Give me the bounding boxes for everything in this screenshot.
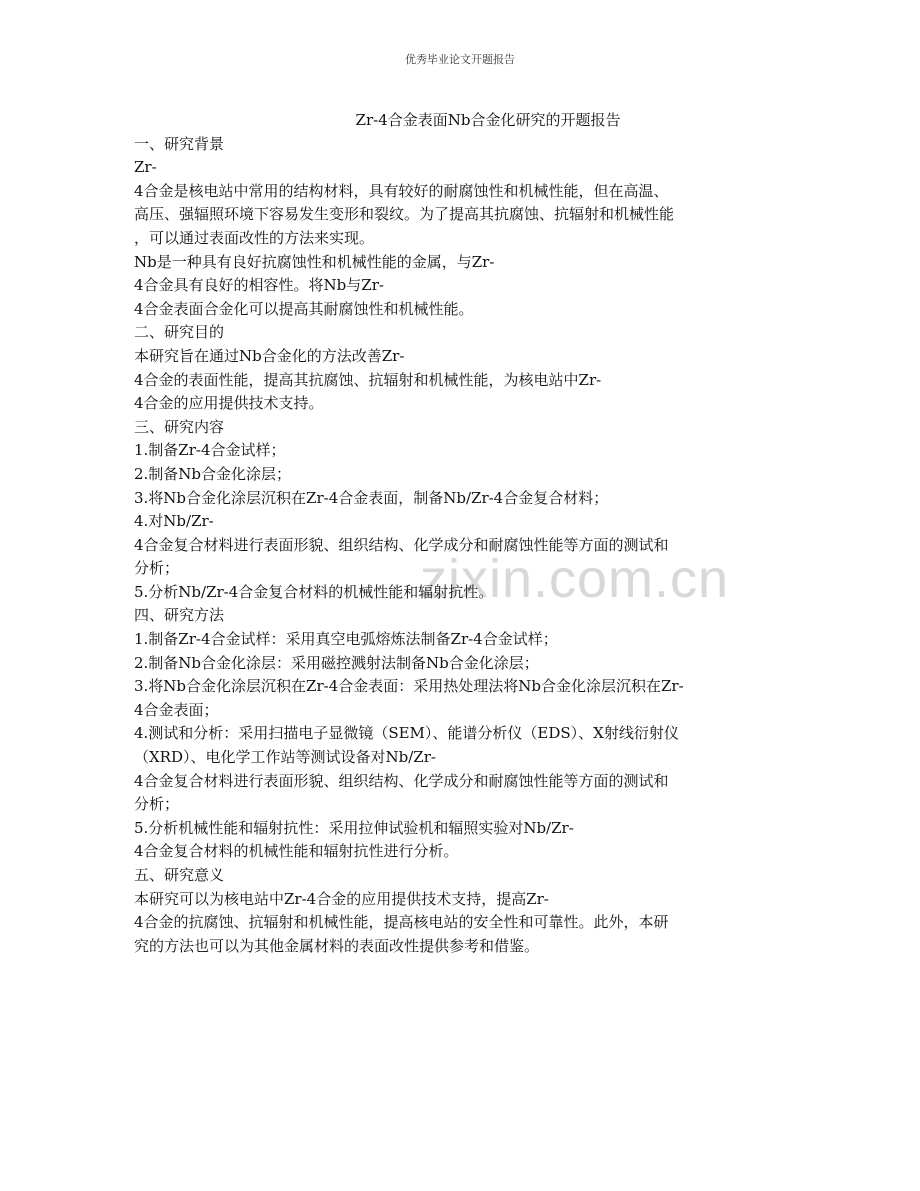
text-line: 一、研究背景 <box>134 134 225 153</box>
text-line: 4合金表面合金化可以提高其耐腐蚀性和机械性能。 <box>134 299 474 318</box>
text-line: 4.对Nb/Zr- <box>134 512 214 531</box>
text-line: 本研究旨在通过Nb合金化的方法改善Zr- <box>134 346 405 365</box>
text-line: 2.制备Nb合金化涂层：采用磁控溅射法制备Nb合金化涂层； <box>134 653 539 672</box>
text-line: 四、研究方法 <box>134 606 225 625</box>
document-text <box>134 133 794 959</box>
text-line: 本研究可以为核电站中Zr-4合金的应用提供技术支持，提高Zr- <box>134 889 549 908</box>
text-line: 究的方法也可以为其他金属材料的表面改性提供参考和借鉴。 <box>134 936 540 955</box>
text-line: 4合金的表面性能，提高其抗腐蚀、抗辐射和机械性能，为核电站中Zr- <box>134 370 602 389</box>
page-header: 优秀毕业论文开题报告 <box>405 53 515 66</box>
text-line: 3.将Nb合金化涂层沉积在Zr-4合金表面，制备Nb/Zr-4合金复合材料； <box>134 488 609 507</box>
text-line: 1.制备Zr-4合金试样； <box>134 441 286 460</box>
text-line: 4合金复合材料进行表面形貌、组织结构、化学成分和耐腐蚀性能等方面的测试和 <box>134 535 669 554</box>
document-title: Zr-4合金表面Nb合金化研究的开题报告 <box>355 111 621 129</box>
text-line: 4合金具有良好的相容性。将Nb与Zr- <box>134 276 384 295</box>
text-line: 4合金复合材料进行表面形貌、组织结构、化学成分和耐腐蚀性能等方面的测试和 <box>134 771 669 790</box>
text-line: 5.分析机械性能和辐射抗性：采用拉伸试验机和辐照实验对Nb/Zr- <box>134 818 574 837</box>
text-line: 3.将Nb合金化涂层沉积在Zr-4合金表面：采用热处理法将Nb合金化涂层沉积在Zr- <box>134 677 684 696</box>
text-line: 1.制备Zr-4合金试样：采用真空电弧熔炼法制备Zr-4合金试样； <box>134 630 558 649</box>
watermark: zixin.com.cn <box>420 549 730 609</box>
text-line: （XRD）、电化学工作站等测试设备对Nb/Zr- <box>134 748 436 767</box>
text-line: 二、研究目的 <box>134 323 225 342</box>
document-body <box>134 109 794 958</box>
text-line: 2.制备Nb合金化涂层； <box>134 464 292 483</box>
text-line: Nb是一种具有良好抗腐蚀性和机械性能的金属，与Zr- <box>134 252 495 271</box>
text-line: 分析； <box>134 559 180 578</box>
text-line: 4合金复合材料的机械性能和辐射抗性进行分析。 <box>134 842 459 861</box>
text-line: 4合金表面； <box>134 700 219 719</box>
text-line: 4合金的抗腐蚀、抗辐射和机械性能，提高核电站的安全性和可靠性。此外，本研 <box>134 913 669 932</box>
text-line: ，可以通过表面改性的方法来实现。 <box>134 228 375 247</box>
text-line: 三、研究内容 <box>134 417 225 436</box>
text-line: 4合金是核电站中常用的结构材料，具有较好的耐腐蚀性和机械性能，但在高温、 <box>134 181 669 200</box>
text-line: Zr- <box>134 158 157 177</box>
text-line: 高压、强辐照环境下容易发生变形和裂纹。为了提高其抗腐蚀、抗辐射和机械性能 <box>134 205 675 224</box>
text-line: 4合金的应用提供技术支持。 <box>134 394 324 413</box>
text-line: 5.分析Nb/Zr-4合金复合材料的机械性能和辐射抗性。 <box>134 582 494 601</box>
text-line: 五、研究意义 <box>134 866 225 884</box>
text-line: 分析； <box>134 795 180 814</box>
text-line: 4.测试和分析：采用扫描电子显微镜（SEM）、能谱分析仪（EDS）、X射线衍射仪 <box>134 724 679 743</box>
